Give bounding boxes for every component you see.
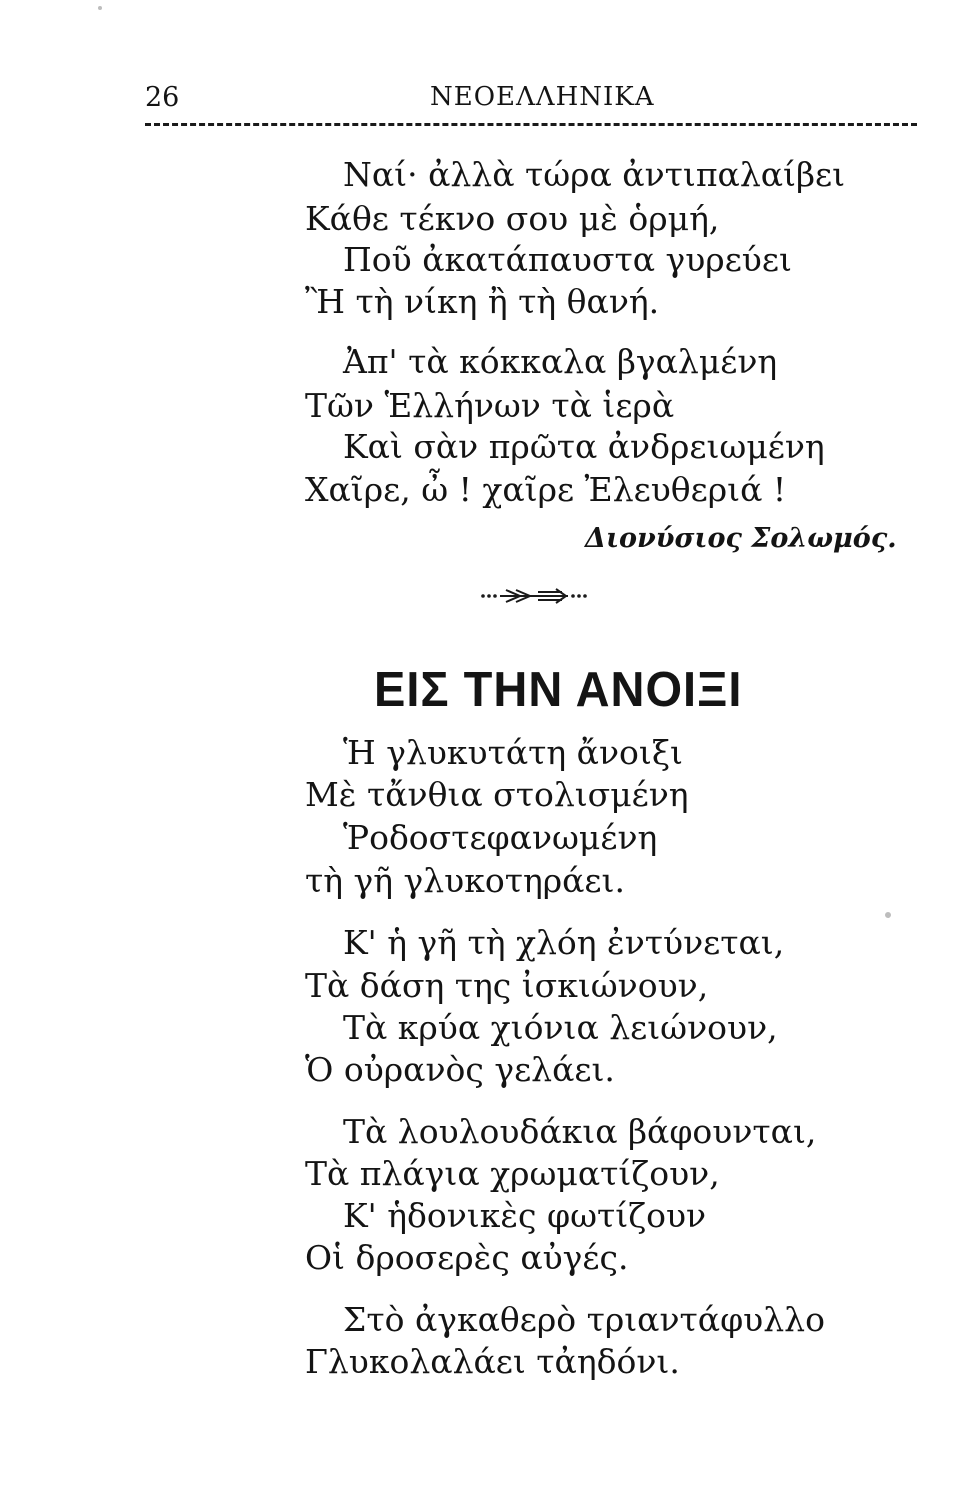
author-signature: Διονύσιος Σολωμός. xyxy=(585,523,897,554)
poem-line: Ἡ γλυκυτάτη ἄνοιξι xyxy=(343,733,683,772)
running-title: ΝΕΟΕΛΛΗΝΙΚΑ xyxy=(430,82,655,112)
poem-line: Στὸ ἀγκαθερὸ τριαντάφυλλο xyxy=(343,1300,825,1339)
poem-line: Μὲ τἄνθια στολισμένη xyxy=(305,775,689,814)
poem-line: Ἢ τὴ νίκη ἢ τὴ θανή. xyxy=(305,282,660,321)
poem-line: Ὁ οὐρανὸς γελάει. xyxy=(305,1050,615,1089)
poem-line: Ποῦ ἀκατάπαυστα γυρεύει xyxy=(343,240,792,279)
poem-line: Καὶ σὰν πρῶτα ἀνδρειωμένη xyxy=(343,427,825,466)
page-header xyxy=(145,82,917,122)
poem-line: τὴ γῆ γλυκοτηράει. xyxy=(305,861,625,900)
page-number: 26 xyxy=(145,82,180,113)
poem-line: Τὰ λουλουδάκια βάφουνται, xyxy=(343,1112,817,1151)
poem-line: Οἱ δροσερὲς αὐγές. xyxy=(305,1238,629,1277)
poem-line: Ναί· ἀλλὰ τώρα ἀντιπαλαίβει xyxy=(343,155,846,194)
poem-title: ΕΙΣ ΤΗΝ ΑΝΟΙΞΙ xyxy=(374,661,743,717)
poem-line: Γλυκολαλάει τἀηδόνι. xyxy=(305,1342,680,1381)
ornament-divider xyxy=(480,586,588,606)
poem-line: Κάθε τέκνο σου μὲ ὁρμή, xyxy=(305,199,720,238)
poem-line: Κ' ἡδονικὲς φωτίζουν xyxy=(343,1196,707,1235)
poem-line: Χαῖρε, ὦ ! χαῖρε Ἐλευθεριά ! xyxy=(305,470,787,509)
poem-line: Τὰ δάση της ἰσκιώνουν, xyxy=(305,966,709,1005)
print-speck xyxy=(885,912,891,918)
poem-line: Ῥοδοστεφανωμένη xyxy=(343,818,658,857)
header-rule xyxy=(145,123,917,126)
poem-line: Τῶν Ἑλλήνων τὰ ἱερὰ xyxy=(305,386,675,425)
poem-line: Κ' ἡ γῆ τὴ χλόη ἐντύνεται, xyxy=(343,923,785,962)
poem-line: Τὰ κρύα χιόνια λειώνουν, xyxy=(343,1008,778,1047)
print-speck xyxy=(98,6,102,10)
poem-line: Ἀπ' τὰ κόκκαλα βγαλμένη xyxy=(343,342,778,381)
poem-line: Τὰ πλάγια χρωματίζουν, xyxy=(305,1154,720,1193)
